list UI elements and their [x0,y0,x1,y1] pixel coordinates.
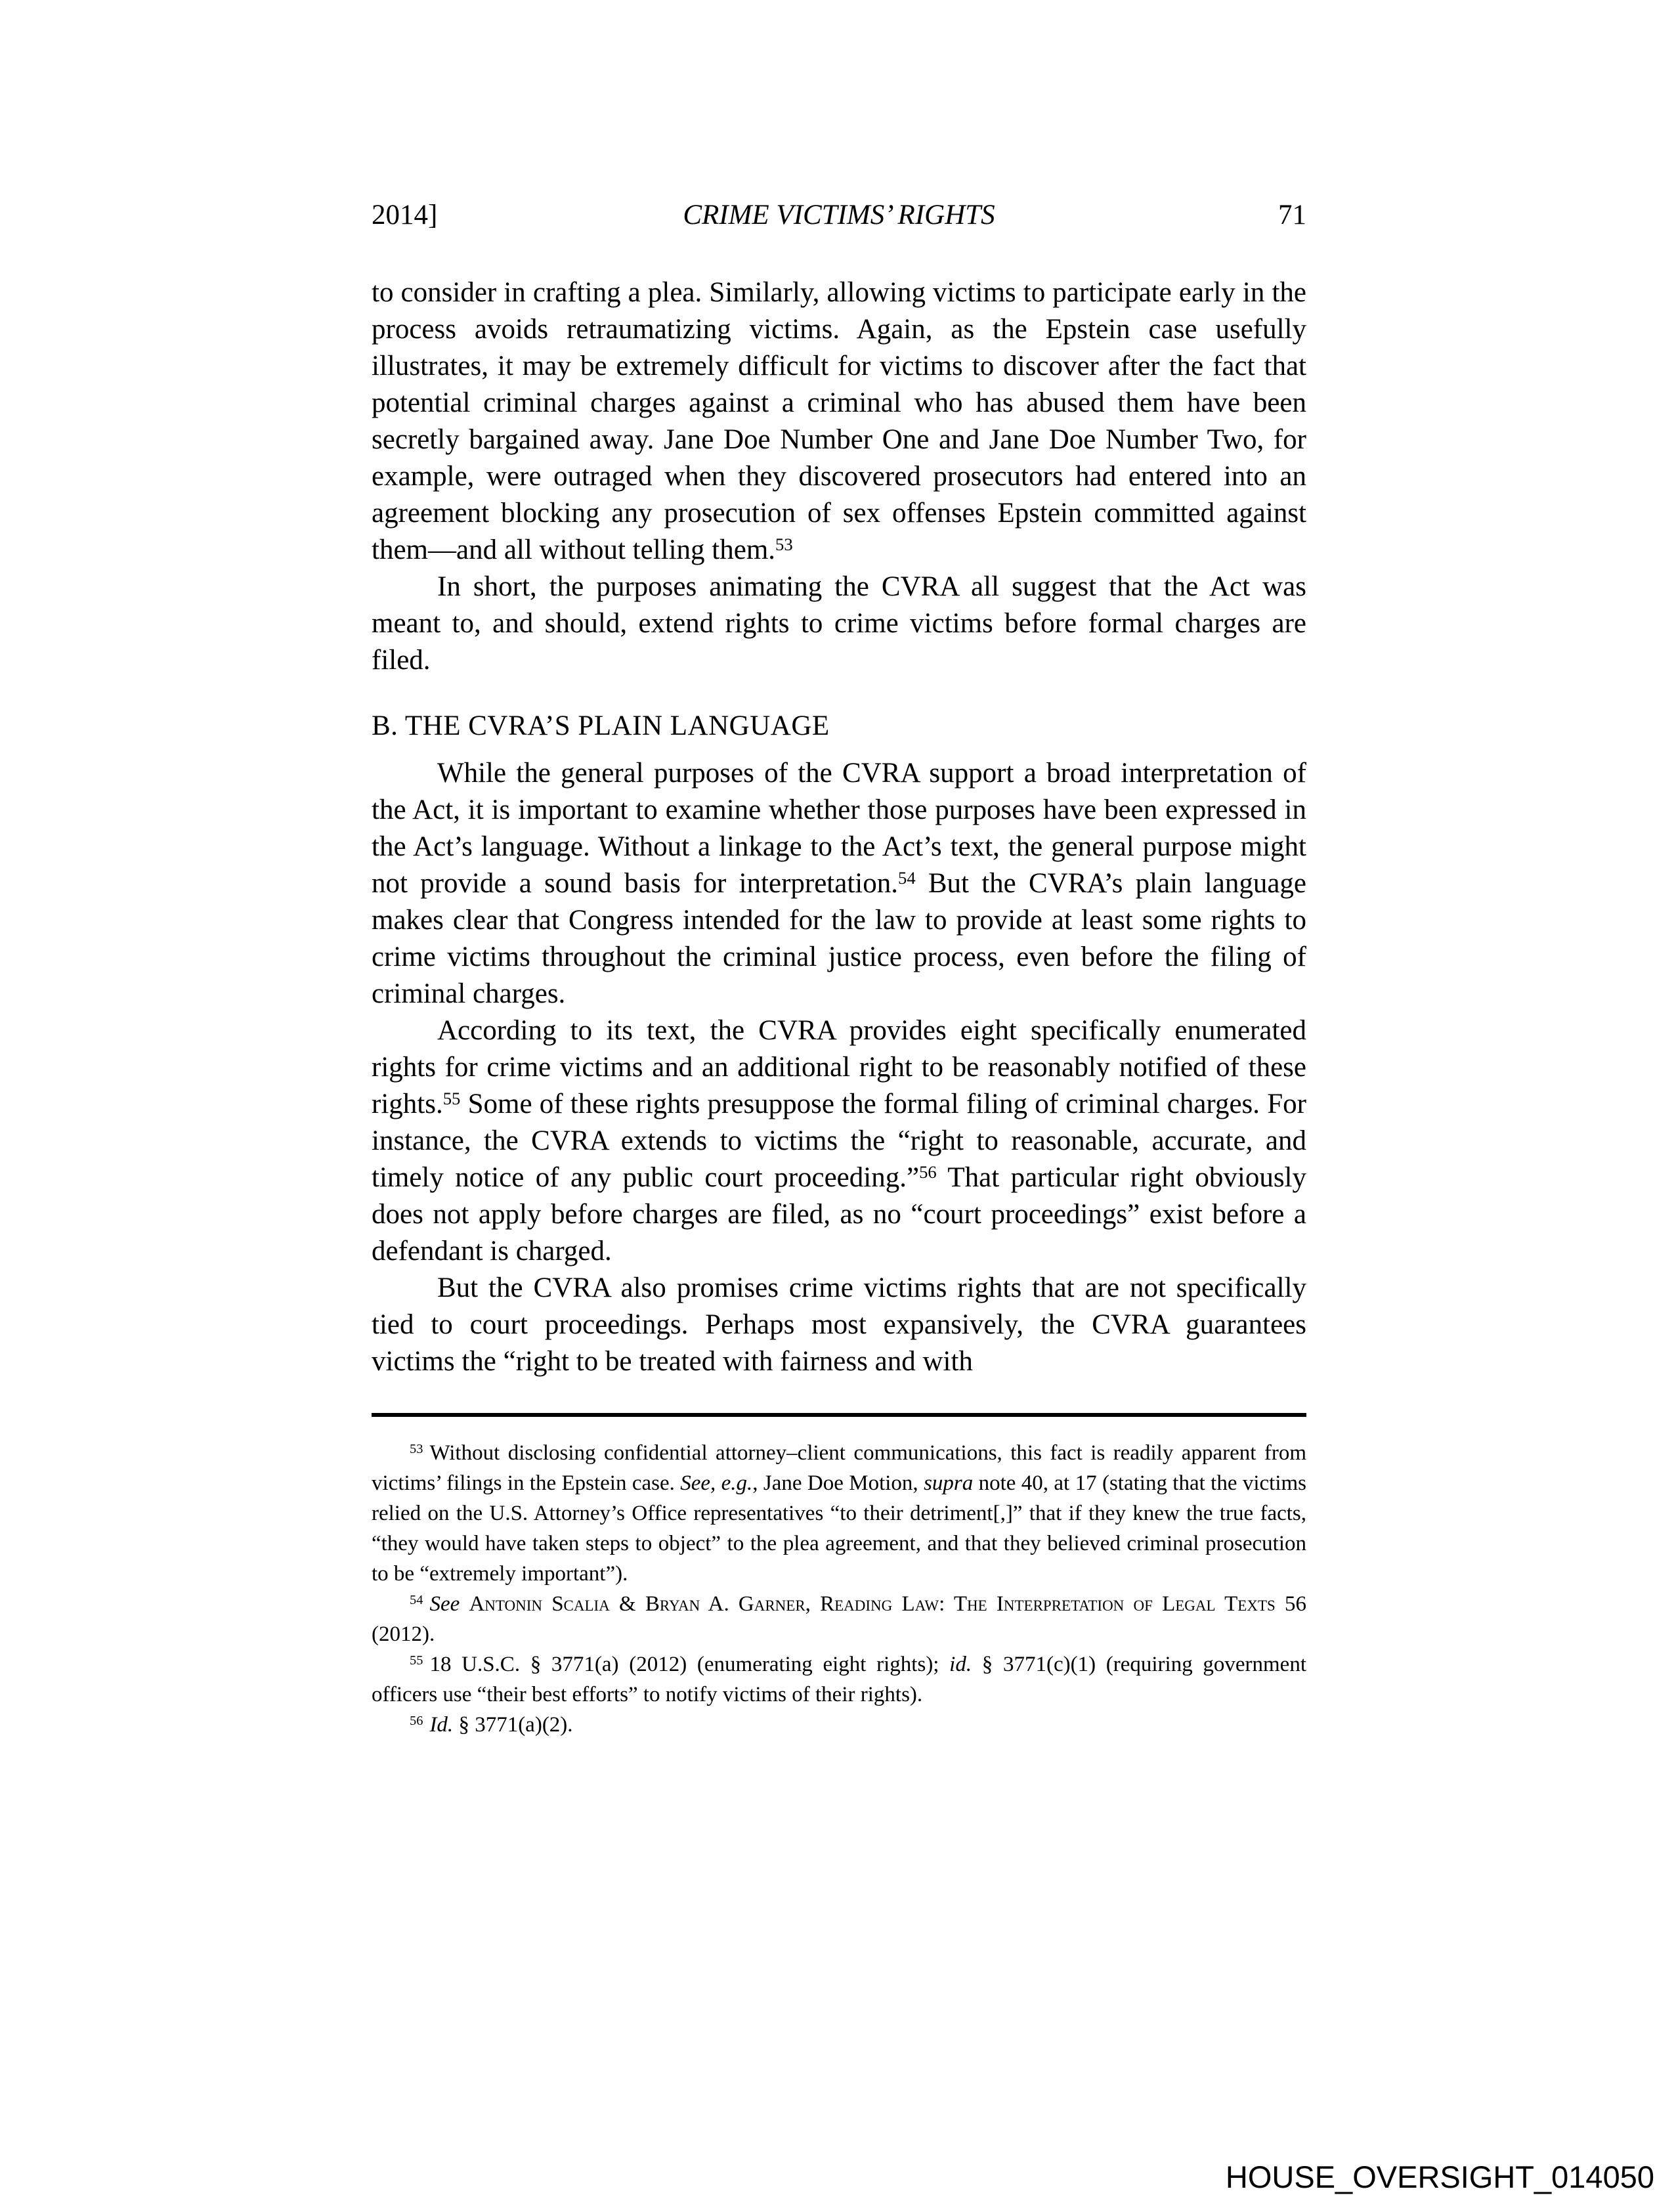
footnote-53-text-2: , Jane Doe Motion, [752,1471,924,1495]
footnote-56-text: § 3771(a)(2). [453,1713,573,1737]
paragraph-3-text-after: But the CVRA’s plain language makes clear that Congress intended for the law to provide at least some rights to crime victims throughout the criminal justice process, even before the filing of criminal charges. [372,868,1306,1009]
footnote-53-see-eg: See, e.g. [680,1471,753,1495]
footnote-ref-55: 55 [442,1088,461,1108]
footnote-56-number: 56 [410,1713,423,1728]
footnote-54-see: See [429,1592,469,1616]
footnote-53-text-3: note 40, at 17 (stating that the victims relied on the U.S. Attorney’s Office representatives “to their detriment[,]” that if they knew the true facts, “they would have taken steps to object” to the plea agreement, and that they believed criminal prosecution to be “extremely important”). [372,1471,1306,1586]
footnote-55-text-2: § 3771(c)(1) (requiring government officers use “their best efforts” to notify victims of their rights). [372,1653,1306,1706]
footnote-53-supra: supra [924,1471,974,1495]
footnote-53-text: Without disclosing confidential attorney–client communications, this fact is readily apparent from victims’ filings in the Epstein case. [372,1441,1306,1495]
footnote-55-text: 18 U.S.C. § 3771(a) (2012) (enumerating eight rights); [429,1653,950,1676]
paragraph-5 [372,1270,1306,1380]
text-column [372,197,1306,1740]
footnote-53-number: 53 [410,1441,423,1456]
running-header [372,197,1306,234]
footnote-56 [372,1710,1306,1740]
footnote-ref-53: 53 [775,534,793,554]
section-heading-b: B. THE CVRA’S PLAIN LANGUAGE [372,710,830,741]
header-page-number: 71 [1278,200,1306,230]
paragraph-3 [372,755,1306,1012]
header-title: CRIME VICTIMS’ RIGHTS [683,200,995,230]
footnote-55-id: id. [949,1653,972,1676]
paragraph-4-text-1: According to its text, the CVRA provides eight specifically enumerated rights for crime victims and an additional right to be reasonably notified of these rights. [372,1015,1306,1119]
paragraph-1-text: to consider in crafting a plea. Similarly, allowing victims to participate early in the process avoids retraumatizing victims. Again, as the Epstein case usefully illustrates, it may be extremely difficult for victims to discover after the fact that potential criminal charges against a criminal who has abused them have been secretly bargained away. Jane Doe Number One and Jane Doe Number Two, for example, were outraged when they discovered prosecutors had entered into an agreement blocking any prosecution of sex offenses Epstein committed against them—and all without telling them. [372,277,1306,565]
footnote-ref-54: 54 [897,867,916,888]
paragraph-5-text: But the CVRA also promises crime victims rights that are not specifically tied to court proceedings. Perhaps most expansively, the CVRA guarantees victims the “right to be treated with fairness and with [372,1272,1306,1377]
paragraph-3-text-before: While the general purposes of the CVRA support a broad interpretation of the Act, it is important to examine whether those purposes have been expressed in the Act’s language. Without a linkage to the Act’s text, the general purpose might not provide a sound basis for interpretation. [372,758,1306,899]
footnote-53 [372,1438,1306,1589]
footnote-54-number: 54 [410,1592,423,1607]
footnotes-section [372,1413,1306,1740]
header-year: 2014] [372,200,438,230]
footnote-54-text: 56 (2012). [372,1592,1307,1646]
paragraph-4-text-3: That particular right obviously does not apply before charges are filed, as no “court proceedings” exist before a defendant is charged. [372,1162,1306,1267]
footnote-55 [372,1649,1306,1710]
footnote-54 [372,1589,1306,1649]
footnote-54-citation: Antonin Scalia & Bryan A. Garner, Reading Law: The Interpretation of Legal Texts [469,1592,1276,1616]
footnote-55-number: 55 [410,1653,423,1668]
paragraph-2 [372,569,1306,679]
paragraph-2-text: In short, the purposes animating the CVRA all suggest that the Act was meant to, and should, extend rights to crime victims before formal charges are filed. [372,571,1306,676]
footnote-56-id: Id. [429,1713,454,1737]
footnote-ref-56: 56 [919,1161,937,1182]
paragraph-4 [372,1012,1306,1270]
watermark-label: HOUSE_OVERSIGHT_014050 [1225,2159,1654,2194]
paragraph-1 [372,274,1306,569]
paragraph-4-text-2: Some of these rights presuppose the formal filing of criminal charges. For instance, the CVRA extends to victims the “right to reasonable, accurate, and timely notice of any public court proceeding.” [372,1089,1306,1193]
